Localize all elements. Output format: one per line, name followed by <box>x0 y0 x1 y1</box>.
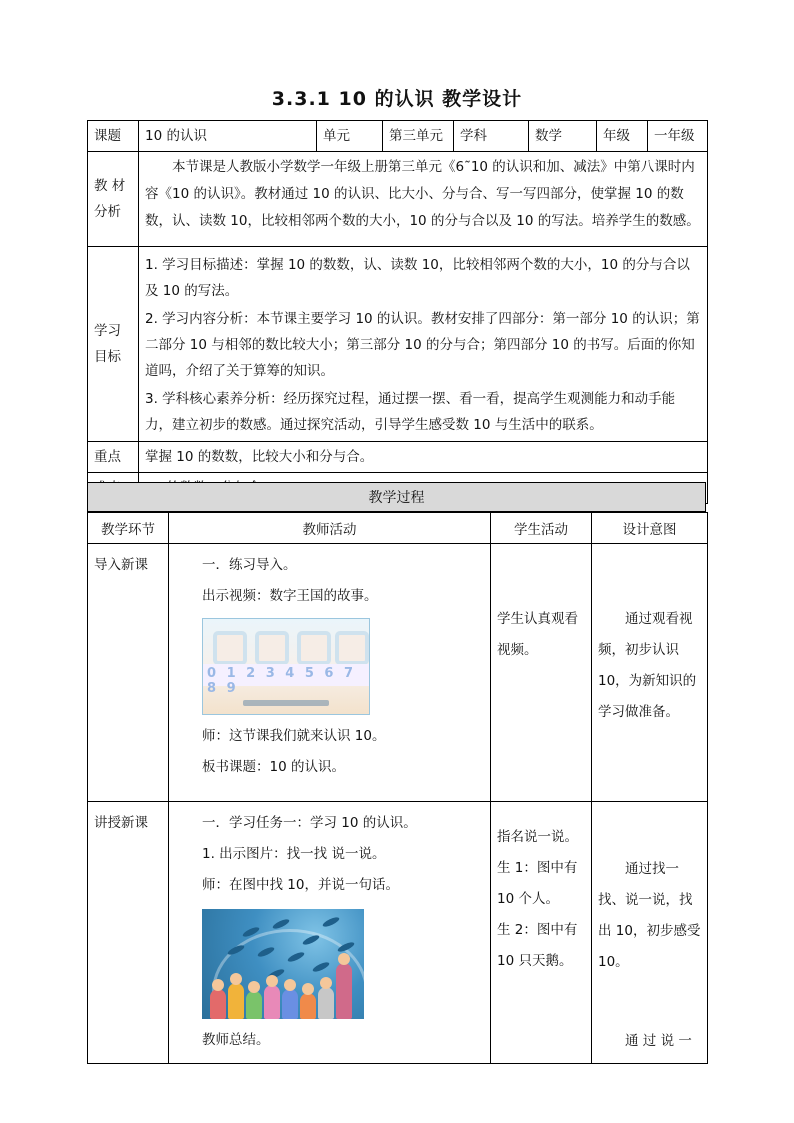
intro-intent-text: 通过观看视频，初步认识 10，为新知识的学习做准备。 <box>598 611 697 720</box>
intro-student-cell <box>491 544 592 802</box>
teach-intent-text: 通过找一找、说一说，找出 10，初步感受 10。 <box>598 861 701 970</box>
unit-value: 第三单元 <box>383 121 454 152</box>
teach-stage: 讲授新课 <box>88 802 169 1064</box>
swans-picture-image <box>202 909 364 1019</box>
intro-intent-cell <box>592 544 708 802</box>
video-thumbnail-image <box>202 618 370 715</box>
teach-line: 一．学习任务一：学习 10 的认识。 <box>202 815 417 831</box>
teach-intent-cell <box>592 802 708 1064</box>
intro-line: 师：这节课我们就来认识 10。 <box>202 728 386 744</box>
topic-row <box>88 121 708 152</box>
intro-row <box>88 544 708 802</box>
teach-teacher-cell <box>169 802 491 1064</box>
teach-student-cell <box>491 802 592 1064</box>
grade-value: 一年级 <box>648 121 708 152</box>
teach-line: 1. 出示图片：找一找 说一说。 <box>202 846 386 862</box>
key-row <box>88 442 708 473</box>
intro-line: 出示视频：数字王国的故事。 <box>202 588 378 604</box>
intro-teacher-cell <box>169 544 491 802</box>
teach-line: 师：在图中找 10，并说一句话。 <box>202 877 399 893</box>
goal-item: 3. 学科核心素养分析：经历探究过程，通过摆一摆、看一看，提高学生观测能力和动手能力，建立初步的数感。通过探究活动，引导学生感受数 10 与生活中的联系。 <box>145 391 676 433</box>
intro-student-text: 学生认真观看视频。 <box>497 611 578 658</box>
intro-line: 板书课题：10 的认识。 <box>202 759 345 775</box>
goal-item: 1. 学习目标描述：掌握 10 的数数，认、读数 10，比较相邻两个数的大小，10 的分与合以及 10 的写法。 <box>145 257 690 299</box>
intro-stage: 导入新课 <box>88 544 169 802</box>
intro-line: 一．练习导入。 <box>202 557 297 573</box>
topic-label: 课题 <box>88 121 139 152</box>
process-table <box>87 512 708 1064</box>
key-text: 掌握 10 的数数，比较大小和分与合。 <box>139 442 708 473</box>
key-label: 重点 <box>88 442 139 473</box>
lesson-info-table <box>87 120 708 504</box>
col-stage: 教学环节 <box>88 513 169 544</box>
subject-label: 学科 <box>454 121 529 152</box>
col-intent: 设计意图 <box>592 513 708 544</box>
goals-cell <box>139 247 708 442</box>
teach-intent-text-2: 通 过 说 一 <box>625 1033 692 1049</box>
analysis-cell <box>139 152 708 247</box>
teach-student-line: 生 2：图中有 10 只天鹅。 <box>497 922 578 969</box>
teach-student-line: 生 1：图中有 10 个人。 <box>497 860 578 907</box>
col-student: 学生活动 <box>491 513 592 544</box>
topic-value: 10 的认识 <box>139 121 317 152</box>
grade-label: 年级 <box>597 121 648 152</box>
video-numbers: 0 1 2 3 4 5 6 7 8 9 <box>207 666 357 696</box>
teach-row <box>88 802 708 1064</box>
goals-label: 学习 目标 <box>88 247 139 442</box>
document-title: 3.3.1 10 的认识 教学设计 <box>271 88 523 110</box>
goal-item: 2. 学习内容分析：本节课主要学习 10 的认识。教材安排了四部分：第一部分 10 的认识；第二部分 10 与相邻的数比较大小；第三部分 10 的分与合；第四部分 10 的书写。后面的你知道吗，介绍了关于算筹的知识。 <box>145 311 700 379</box>
unit-label: 单元 <box>317 121 383 152</box>
col-teacher: 教师活动 <box>169 513 491 544</box>
teach-student-line: 指名说一说。 <box>497 829 578 845</box>
process-header-row <box>88 513 708 544</box>
teach-line: 教师总结。 <box>202 1032 270 1048</box>
process-heading: 教学过程 <box>87 482 706 512</box>
subject-value: 数学 <box>529 121 597 152</box>
analysis-row <box>88 152 708 247</box>
analysis-text: 本节课是人教版小学数学一年级上册第三单元《6˜10 的认识和加、减法》中第八课时内容《10 的认识》。教材通过 10 的认识、比大小、分与合、写一写四部分，使掌握 10 的数数，认、读数 10，比较相邻两个数的大小，10 的分与合以及 10 的写法。培养学生的数感。 <box>145 159 700 229</box>
analysis-label: 教 材 分析 <box>88 152 139 247</box>
goals-row <box>88 247 708 442</box>
